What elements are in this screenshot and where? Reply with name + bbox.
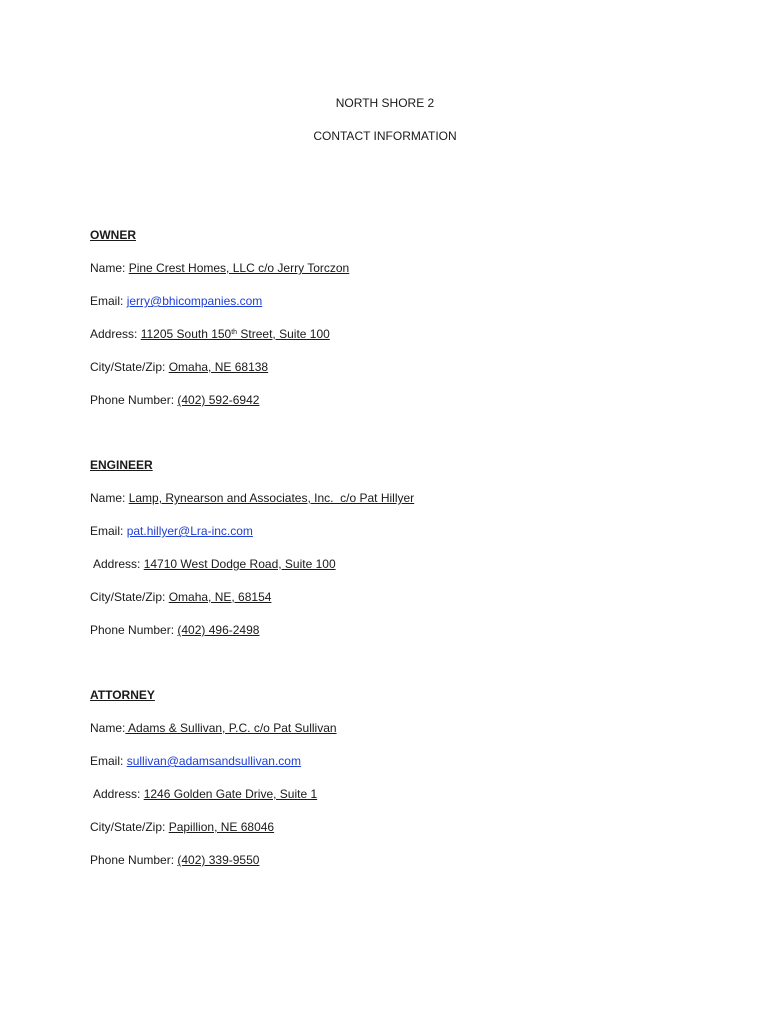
owner-name-row	[90, 261, 690, 275]
owner-email-link[interactable]: jerry@bhicompanies.com	[126, 294, 263, 308]
attorney-address-row	[90, 787, 690, 801]
address-label: Address:	[93, 787, 141, 801]
phone-label: Phone Number:	[90, 393, 175, 407]
name-label: Name:	[90, 491, 126, 505]
email-label: Email:	[90, 754, 124, 768]
city-state-zip-label: City/State/Zip:	[90, 590, 166, 604]
address-label: Address:	[90, 327, 138, 341]
document-title: NORTH SHORE 2	[335, 96, 435, 110]
owner-name-value: Pine Crest Homes, LLC c/o Jerry Torczon	[128, 261, 350, 275]
owner-phone-row	[90, 393, 690, 407]
attorney-email-row	[90, 754, 690, 768]
engineer-city-value: Omaha, NE, 68154	[168, 590, 272, 604]
phone-label: Phone Number:	[90, 853, 175, 867]
owner-address-row	[90, 327, 690, 341]
engineer-address-value: 14710 West Dodge Road, Suite 100	[143, 557, 336, 571]
engineer-name-value: Lamp, Rynearson and Associates, Inc. c/o Pat Hillyer	[128, 491, 415, 505]
attorney-city-row	[90, 820, 690, 834]
city-state-zip-label: City/State/Zip:	[90, 360, 166, 374]
engineer-email-row	[90, 524, 690, 538]
engineer-phone-value: (402) 496-2498	[177, 623, 260, 637]
owner-section	[90, 228, 690, 407]
engineer-city-row	[90, 590, 690, 604]
attorney-address-value: 1246 Golden Gate Drive, Suite 1	[143, 787, 318, 801]
attorney-phone-row	[90, 853, 690, 867]
attorney-name-value: Adams & Sullivan, P.C. c/o Pat Sullivan	[125, 721, 337, 735]
document-subtitle: CONTACT INFORMATION	[313, 129, 457, 143]
email-label: Email:	[90, 524, 124, 538]
phone-label: Phone Number:	[90, 623, 175, 637]
owner-email-row	[90, 294, 690, 308]
attorney-phone-value: (402) 339-9550	[177, 853, 260, 867]
city-state-zip-label: City/State/Zip:	[90, 820, 166, 834]
owner-address-value: 11205 South 150th Street, Suite 100	[140, 327, 330, 341]
attorney-section	[90, 688, 690, 867]
engineer-phone-row	[90, 623, 690, 637]
engineer-address-row	[90, 557, 690, 571]
name-label: Name:	[90, 721, 126, 735]
address-label: Address:	[93, 557, 141, 571]
engineer-email-link[interactable]: pat.hillyer@Lra-inc.com	[126, 524, 253, 538]
owner-city-value: Omaha, NE 68138	[168, 360, 269, 374]
engineer-name-row	[90, 491, 690, 505]
email-label: Email:	[90, 294, 124, 308]
name-label: Name:	[90, 261, 126, 275]
engineer-heading: ENGINEER	[90, 458, 153, 472]
owner-city-row	[90, 360, 690, 374]
attorney-name-row	[90, 721, 690, 735]
attorney-city-value: Papillion, NE 68046	[168, 820, 275, 834]
owner-heading: OWNER	[90, 228, 136, 242]
owner-phone-value: (402) 592-6942	[177, 393, 260, 407]
engineer-section	[90, 458, 690, 637]
attorney-email-link[interactable]: sullivan@adamsandsullivan.com	[126, 754, 301, 768]
attorney-heading: ATTORNEY	[90, 688, 155, 702]
